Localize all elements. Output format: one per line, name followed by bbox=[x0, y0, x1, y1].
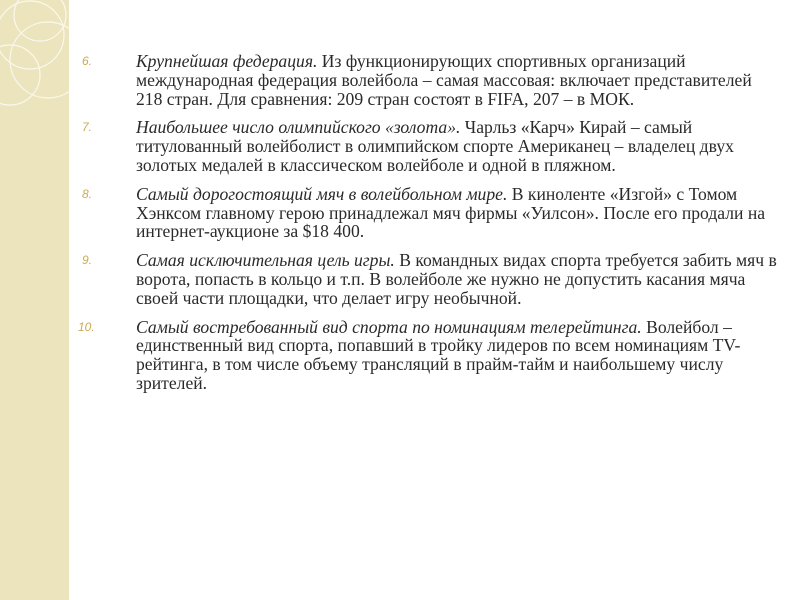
item-lead: Крупнейшая федерация. bbox=[136, 51, 318, 71]
item-text: В киноленте «Изгой» с Томом Хэнксом главному герою принадлежал мяч фирмы «Уилсон». После его продали на интернет-аукционе за $18 400. bbox=[136, 183, 766, 242]
list-item bbox=[78, 316, 782, 393]
item-lead: Наибольшее число олимпийского «золота». bbox=[136, 117, 461, 138]
circles-decoration-icon bbox=[0, 0, 69, 600]
list-item bbox=[82, 118, 782, 174]
item-number: 10. bbox=[78, 319, 95, 334]
list-item bbox=[82, 251, 782, 307]
list-item bbox=[82, 185, 782, 241]
item-lead: Самая исключительная цель игры. bbox=[136, 250, 395, 271]
panel-divider bbox=[71, 0, 73, 600]
item-number: 7. bbox=[82, 120, 93, 135]
item-number: 8. bbox=[82, 186, 93, 201]
item-text: Волейбол – единственный вид спорта, попавший в тройку лидеров по всем номинациям TV-рейтинга, в том числе объему трансляций в прайм-тайм и наибольшему числу зрителей. bbox=[136, 316, 741, 393]
item-text: В командных видах спорта требуется забить мяч в ворота, попасть в кольцо и т.п. В волейболе же нужно не допустить касания мяча своей части площадки, что делает игру необычной. bbox=[136, 250, 777, 308]
item-text: Чарльз «Карч» Кирай – самый титулованный волейболист в олимпийском спорте Американец – владелец двух золотых медалей в классическом волейболе и одной в пляжном. bbox=[136, 117, 734, 175]
item-text: Из функционирующих спортивных организаций международная федерация волейбола – самая массовая: включает представителей 218 стран. Для сравнения: 209 стран состоят в FIFA, 207 – в МОК. bbox=[136, 51, 752, 109]
item-lead: Самый дорогостоящий мяч в волейбольном мире. bbox=[136, 183, 508, 204]
item-number: 6. bbox=[82, 54, 93, 68]
list-item bbox=[82, 52, 782, 108]
item-number: 9. bbox=[82, 253, 93, 268]
item-lead: Самый востребованный вид спорта по номинациям телерейтинга. bbox=[136, 316, 642, 337]
facts-list bbox=[78, 51, 782, 403]
